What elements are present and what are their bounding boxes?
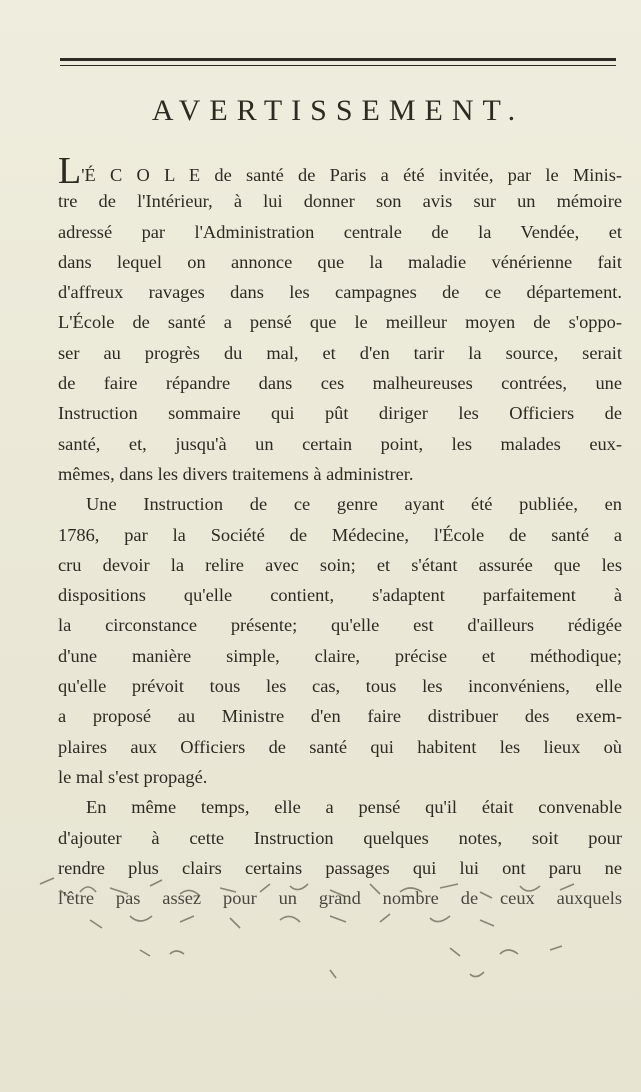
text-line: dans lequel on annonce que la maladie vénérienne fait [58, 251, 622, 272]
text-line [58, 150, 622, 192]
text-line: plaires aux Officiers de santé qui habitent les lieux où [58, 736, 622, 757]
text-line: d'une manière simple, claire, précise et méthodique; [58, 645, 622, 666]
text-line: la circonstance présente; qu'elle est d'ailleurs rédigée [58, 615, 622, 636]
text-line: d'ajouter à cette Instruction quelques notes, soit pour [58, 827, 622, 848]
text-line: adressé par l'Administration centrale de la Vendée, et [58, 221, 622, 242]
show-through-ink [30, 870, 610, 990]
drop-cap: L [58, 150, 82, 192]
text-line: a proposé au Ministre d'en faire distribuer des exem- [58, 706, 622, 727]
text-line: tre de l'Intérieur, à lui donner son avis sur un mémoire [58, 191, 622, 212]
text-line: qu'elle prévoit tous les cas, tous les inconvéniens, elle [58, 676, 622, 697]
text-line: cru devoir la relire avec soin; et s'étant assurée que les [58, 554, 622, 575]
text-line: Instruction sommaire qui pût diriger les Officiers de [58, 403, 622, 424]
body-text [58, 150, 622, 913]
text-line: 1786, par la Société de Médecine, l'École de santé a [58, 524, 622, 545]
bleed-marks [30, 870, 610, 990]
header-rule [60, 58, 616, 66]
text-line: Une Instruction de ce genre ayant été publiée, en [86, 494, 622, 515]
text-line: ser au progrès du mal, et d'en tarir la source, serait [58, 342, 622, 363]
text-line: L'École de santé a pensé que le meilleur moyen de s'oppo- [58, 312, 622, 333]
text-line: de faire répandre dans ces malheureuses contrées, une [58, 373, 622, 394]
text-line: santé, et, jusqu'à un certain point, les malades eux- [58, 433, 622, 454]
page-title: AVERTISSEMENT. [151, 94, 525, 127]
text-line: d'affreux ravages dans les campagnes de ce département. [58, 282, 622, 303]
text-line: rendre plus clairs certains passages qui lui ont paru ne [58, 857, 622, 878]
first-line-text: 'É C O L E de santé de Paris a été invitée, par le Minis- [81, 165, 622, 185]
text-line: l'être pas assez pour un grand nombre de ceux auxquels [58, 888, 622, 909]
text-line: le mal s'est propagé. [58, 766, 208, 787]
text-line: En même temps, elle a pensé qu'il était convenable [86, 797, 622, 818]
text-line: dispositions qu'elle contient, s'adaptent parfaitement à [58, 585, 622, 606]
text-line: mêmes, dans les divers traitemens à administrer. [58, 463, 414, 484]
